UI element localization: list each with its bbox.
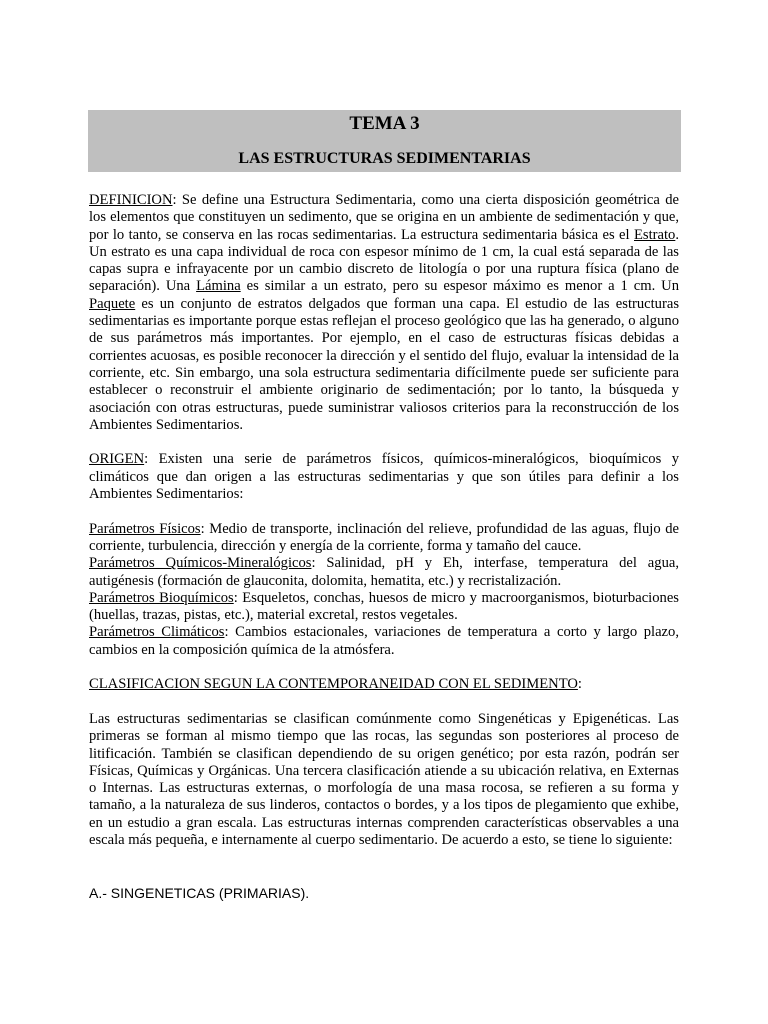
paragraph-clasificacion: Las estructuras sedimentarias se clasifican comúnmente como Singenéticas y Epigenéticas. Las primeras se forman al mismo tiempo que las rocas, las segundas son posteriores al proceso de litificación. También se clasifican dependiendo de su origen genético; por esta razón, podrán ser Físicas, Químicas y Orgánicas. Una tercera clasificación atiende a su ubicación relativa, en Externas o Internas. Las estructuras externas, o morfología de una masa rocosa, se refieren a su forma y tamaño, a la naturaleza de sus linderos, contactos o bordes, y a los tipos de plegamiento que exhibe, en un estudio a gran escala. Las estructuras internas comprenden características observables a una escala más pequeña, e internamente al cuerpo sedimentario. De acuerdo a esto, se tiene lo siguiente:: [89, 710, 679, 848]
page-subtitle: LAS ESTRUCTURAS SEDIMENTARIAS: [238, 150, 531, 167]
parametro-climaticos: [89, 624, 679, 659]
parametro-climaticos-label: Parámetros Climáticos: [89, 624, 225, 641]
term-estrato: Estrato: [634, 226, 676, 243]
parametro-quimicos: [89, 555, 679, 590]
definicion-label: DEFINICION: [89, 192, 173, 208]
parametro-fisicos-text: : Medio de transporte, inclinación del relieve, profundidad de las aguas, flujo de corriente, turbulencia, dirección y energía de la corriente, forma y tamaño del cauce.: [89, 520, 679, 554]
parametro-bioquimicos: [89, 590, 679, 625]
clasificacion-heading-text: CLASIFICACION SEGUN LA CONTEMPORANEIDAD CON EL SEDIMENTO: [89, 676, 578, 693]
document-body: [89, 192, 679, 903]
page-title: TEMA 3: [349, 113, 420, 134]
origen-text: : Existen una serie de parámetros físicos, químicos-mineralógicos, bioquímicos y climáticos que dan origen a las estructuras sedimentarias y que son útiles para definir a los Ambientes Sedimentarios:: [89, 451, 679, 503]
parametro-bioquimicos-label: Parámetros Bioquímicos: [89, 589, 234, 606]
parametro-fisicos-label: Parámetros Físicos: [89, 520, 201, 537]
parametro-quimicos-text: : Salinidad, pH y Eh, interfase, temperatura del agua, autigénesis (formación de glauconita, dolomita, hematita, etc.) y recristalización.: [89, 555, 679, 589]
clasificacion-heading: [89, 676, 679, 693]
section-a-heading: A.- SINGENETICAS (PRIMARIAS).: [89, 885, 310, 902]
parametro-bioquimicos-text: : Esqueletos, conchas, huesos de micro y macroorganismos, bioturbaciones (huellas, trazas, pistas, etc.), material excretal, restos vegetales.: [89, 589, 679, 624]
definicion-text-2: . Un estrato es una capa individual de roca con espesor mínimo de 1 cm, la cual está separada de las capas supra e infrayacente por un cambio discreto de litología o por una ruptura física (plano de separación). Una: [89, 226, 679, 295]
clasificacion-heading-suffix: :: [577, 676, 582, 693]
term-paquete: Paquete: [89, 295, 136, 312]
parametro-quimicos-label: Parámetros Químicos-Mineralógicos: [89, 555, 312, 572]
title-banner: [88, 110, 681, 172]
paragraph-definicion: [89, 192, 679, 434]
origen-label: ORIGEN: [89, 451, 145, 468]
definicion-text-4: es un conjunto de estratos delgados que forman una capa. El estudio de las estructuras sedimentarias es importante porque estas reflejan el proceso geológico que las ha generado, o alguno de sus parámetros más importantes. Por ejemplo, en el caso de estructuras físicas debidas a corrientes acuosas, es posible reconocer la dirección y el sentido del flujo, evaluar la intensidad de la corriente, etc. Sin embargo, una sola estructura sedimentaria difícilmente puede ser suficiente para establecer o reconstruir el ambiente originario de sedimentación; por lo tanto, la búsqueda y asociación con otras estructuras, puede suministrar valiosos criterios para la reconstrucción de los Ambientes Sedimentarios.: [89, 295, 679, 433]
definicion-text-3: es similar a un estrato, pero su espesor máximo es menor a 1 cm. Un: [240, 278, 679, 295]
definicion-text-1: : Se define una Estructura Sedimentaria, como una cierta disposición geométrica de los elementos que constituyen un sedimento, que se origina en un ambiente de sedimentación y que, por lo tanto, se conserva en las rocas sedimentarias. La estructura sedimentaria básica es el: [89, 192, 679, 243]
parametro-fisicos: [89, 521, 679, 556]
paragraph-origen: [89, 451, 679, 503]
parametro-climaticos-text: : Cambios estacionales, variaciones de temperatura a corto y largo plazo, cambios en la composición química de la atmósfera.: [89, 624, 679, 658]
term-lamina: Lámina: [196, 278, 241, 295]
